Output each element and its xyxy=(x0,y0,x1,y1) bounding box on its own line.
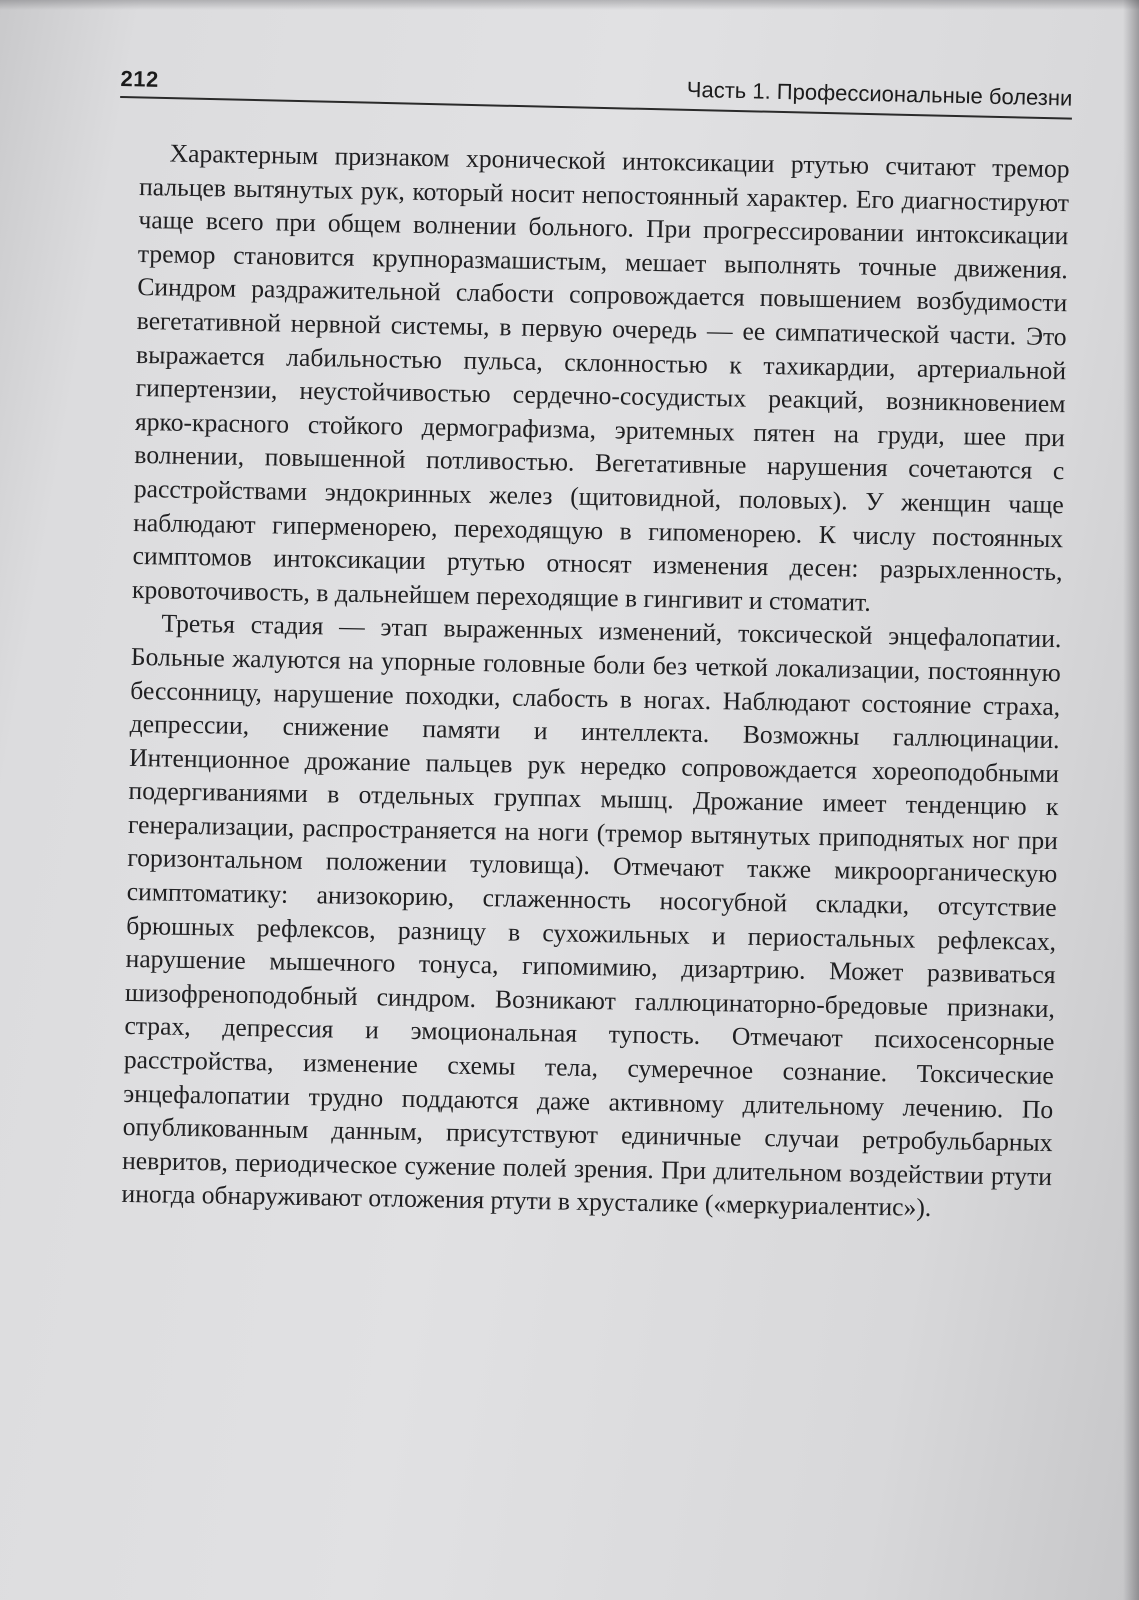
page-edge-shadow xyxy=(1123,0,1139,1600)
page-top-shadow xyxy=(0,0,1139,10)
paragraph-mercury-symptoms: Характерным признаком хронической интоксикации ртутью считают тремор пальцев вытянутых рук, который носит непостоянный характер. Его диагностируют чаще всего при общем волнении больного. При прогрессировании интоксикации тремор становится крупноразмашистым, мешает выполнять точные движения. Синдром раздражительной слабости сопровождается повышением возбудимости вегетативной нервной системы, в первую очередь — ее симпатической части. Это выражается лабильностью пульса, склонностью к тахикардии, артериальной гипертензии, неустойчивостью сердечно-сосудистых реакций, возникновением ярко-красного стойкого дермографизма, эритемных пятен на груди, шее при волнении, повышенной потливостью. Вегетативные нарушения сочетаются с расстройствами эндокринных желез (щитовидной, половых). У женщин чаще наблюдают гиперменорею, переходящую в гипоменорею. К числу постоянных симптомов интоксикации ртутью относят изменения десен: разрыхленность, кровоточивость, в дальнейшем переходящие в гингивит и стоматит. xyxy=(131,138,1070,617)
chapter-title: Часть 1. Профессиональные болезни xyxy=(686,76,1073,111)
body-text xyxy=(121,136,1070,1227)
page-number: 212 xyxy=(120,65,160,92)
paragraph-third-stage: Третья стадия — этап выраженных изменений, токсической энцефалопатии. Больные жалуются на упорные головные боли без четкой локализации, постоянную бессонницу, нарушение походки, слабость в ногах. Наблюдают состояние страха, депрессии, снижение памяти и интеллекта. Возможны галлюцинации. Интенционное дрожание пальцев рук нередко сопровождается хореоподобными подергиваниями в отдельных группах мышц. Дрожание имеет тенденцию к генерализации, распространяется на ноги (тремор вытянутых приподнятых ног при горизонтальном положении туловища). Отмечают также микроорганическую симптоматику: анизокорию, сглаженность носогубной складки, отсутствие брюшных рефлексов, разницу в сухожильных и периостальных рефлексах, нарушение мышечного тонуса, гипомимию, дизартрию. Может развиваться шизофреноподобный синдром. Возникают галлюцинаторно-бредовые признаки, страх, депрессия и эмоциональная тупость. Отмечают психосенсорные расстройства, изменение схемы тела, сумеречное сознание. Токсические энцефалопатии трудно поддаются даже активному длительному лечению. По опубликованным данным, присутствуют единичные случаи ретробульбарных невритов, периодическое сужение полей зрения. При длительном воздействии ртути иногда обнаруживают отложения ртути в хрусталике («меркуриалентис»). xyxy=(121,608,1062,1223)
running-head xyxy=(120,60,1073,130)
